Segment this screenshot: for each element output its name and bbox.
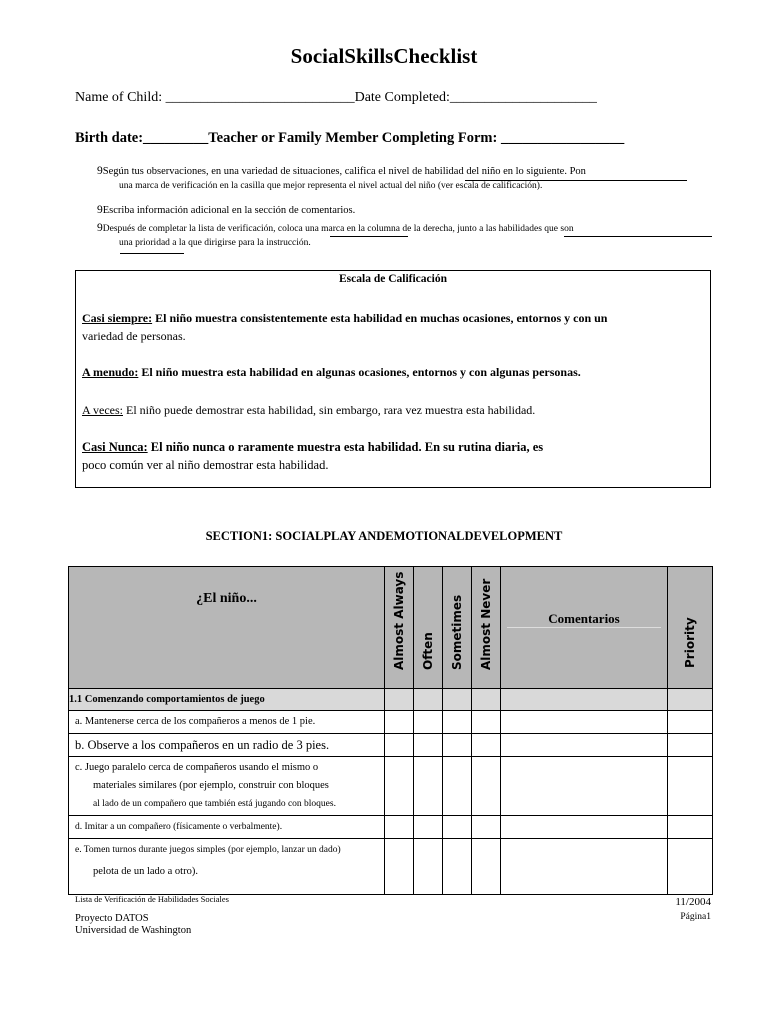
instruction-text: Después de completar la lista de verificación, coloca una marca en la columna de la derecha, junto a las habilidades que son (102, 224, 574, 234)
comment-cell[interactable] (501, 757, 668, 816)
comments-header: Comentarios (501, 567, 668, 689)
underline (465, 180, 687, 181)
check-mark-icon: 9 (97, 222, 103, 234)
scale-desc-cont: poco común ver al niño demostrar esta habilidad. (82, 458, 329, 472)
scale-item-almost-never (82, 438, 702, 474)
checkbox-cell[interactable] (472, 734, 501, 757)
checkbox-cell[interactable] (414, 839, 443, 895)
table-row (69, 757, 713, 816)
section-title: SECTION1: SOCIALPLAY ANDEMOTIONALDEVELOPMENT (205, 529, 563, 543)
scale-term: A veces: (82, 403, 123, 417)
footer-university: Universidad de Washington (75, 925, 192, 936)
checkbox-cell[interactable] (472, 757, 501, 816)
checkbox-cell[interactable] (443, 757, 472, 816)
instruction-1 (97, 164, 697, 193)
checkbox-cell[interactable] (414, 757, 443, 816)
table-row (69, 839, 713, 895)
birth-teacher-line: Birth date:_________Teacher or Family Member Completing Form: _________________ (75, 130, 625, 146)
priority-cell[interactable] (668, 816, 713, 839)
checkbox-cell[interactable] (385, 839, 414, 895)
instruction-text: Escriba información adicional en la sección de comentarios. (102, 205, 356, 216)
table-row (69, 711, 713, 734)
page-title: SocialSkillsChecklist (290, 44, 478, 68)
checkbox-cell[interactable] (385, 816, 414, 839)
col-often: Often (414, 567, 443, 689)
checkbox-cell[interactable] (472, 711, 501, 734)
col-almost-always: Almost Always (385, 567, 414, 689)
underline (120, 253, 184, 254)
checkbox-cell[interactable] (414, 816, 443, 839)
skill-label: b. Observe a los compañeros en un radio de 3 pies. (69, 734, 385, 757)
checkbox-cell[interactable] (414, 734, 443, 757)
skill-label: c. Juego paralelo cerca de compañeros usando el mismo o materiales similares (por ejemplo, construir con bloques al lado de un compañero que también está jugando con bloques. (69, 757, 385, 816)
priority-cell[interactable] (668, 734, 713, 757)
subsection-label: 1.1 Comenzando comportamientos de juego (69, 689, 385, 711)
checkbox-cell[interactable] (443, 816, 472, 839)
rating-scale-box (75, 270, 711, 488)
footer-page: Página1 (680, 912, 711, 922)
checklist-table (68, 566, 713, 895)
instruction-2 (97, 203, 697, 218)
priority-cell[interactable] (668, 711, 713, 734)
table-row (69, 816, 713, 839)
footer-right (675, 895, 711, 924)
name-date-line: Name of Child: ___________________________Date Completed:_____________________ (75, 90, 597, 105)
scale-term: Casi Nunca: (82, 440, 148, 454)
comment-cell[interactable] (501, 816, 668, 839)
priority-cell[interactable] (668, 757, 713, 816)
comment-cell[interactable] (501, 711, 668, 734)
instruction-cont: una marca de verificación en la casilla que mejor representa el nivel actual del niño (ver escala de calificación). (119, 181, 543, 191)
scale-item-almost-always (82, 309, 702, 345)
checkbox-cell[interactable] (472, 839, 501, 895)
priority-cell[interactable] (668, 839, 713, 895)
checkbox-cell[interactable] (385, 734, 414, 757)
scale-desc-cont: variedad de personas. (82, 329, 186, 343)
footer-doc-name: Lista de Verificación de Habilidades Sociales (75, 894, 229, 904)
skill-label: e. Tomen turnos durante juegos simples (por ejemplo, lanzar un dado) pelota de un lado a otro). (69, 839, 385, 895)
scale-desc: El niño muestra consistentemente esta habilidad en muchas ocasiones, entornos y con un (152, 311, 608, 325)
checkbox-cell[interactable] (443, 839, 472, 895)
comment-cell[interactable] (501, 734, 668, 757)
skill-label: d. Imitar a un compañero (físicamente o verbalmente). (69, 816, 385, 839)
footer-org (75, 913, 191, 937)
comment-cell[interactable] (501, 839, 668, 895)
col-almost-never: Almost Never (472, 567, 501, 689)
scale-desc: El niño muestra esta habilidad en algunas ocasiones, entornos y con algunas personas. (138, 365, 581, 379)
col-sometimes: Sometimes (443, 567, 472, 689)
check-mark-icon: 9 (97, 165, 103, 177)
question-header: ¿El niño... (69, 567, 385, 689)
footer-project: Proyecto DATOS (75, 913, 149, 924)
table-row (69, 734, 713, 757)
scale-item-sometimes (82, 401, 702, 419)
check-mark-icon: 9 (97, 204, 103, 216)
checkbox-cell[interactable] (385, 711, 414, 734)
scale-term: A menudo: (82, 365, 139, 379)
checkbox-cell[interactable] (443, 711, 472, 734)
underline (564, 236, 712, 237)
footer-date: 11/2004 (675, 896, 711, 908)
priority-header: Priority (668, 567, 713, 689)
underline (330, 236, 408, 237)
scale-item-often (82, 363, 702, 381)
scale-desc: El niño puede demostrar esta habilidad, sin embargo, rara vez muestra esta habilidad. (123, 403, 536, 417)
instruction-cont: una prioridad a la que dirigirse para la instrucción. (119, 238, 311, 248)
checkbox-cell[interactable] (385, 757, 414, 816)
checkbox-cell[interactable] (414, 711, 443, 734)
checkbox-cell[interactable] (443, 734, 472, 757)
scale-desc: El niño nunca o raramente muestra esta habilidad. En su rutina diaria, es (147, 440, 544, 454)
checkbox-cell[interactable] (472, 816, 501, 839)
instruction-text: Según tus observaciones, en una variedad de situaciones, califica el nivel de habilidad del niño en lo siguiente. Pon (102, 166, 586, 177)
skill-label: a. Mantenerse cerca de los compañeros a menos de 1 pie. (69, 711, 385, 734)
scale-term: Casi siempre: (82, 311, 153, 325)
scale-title: Escala de Calificación (339, 273, 447, 285)
